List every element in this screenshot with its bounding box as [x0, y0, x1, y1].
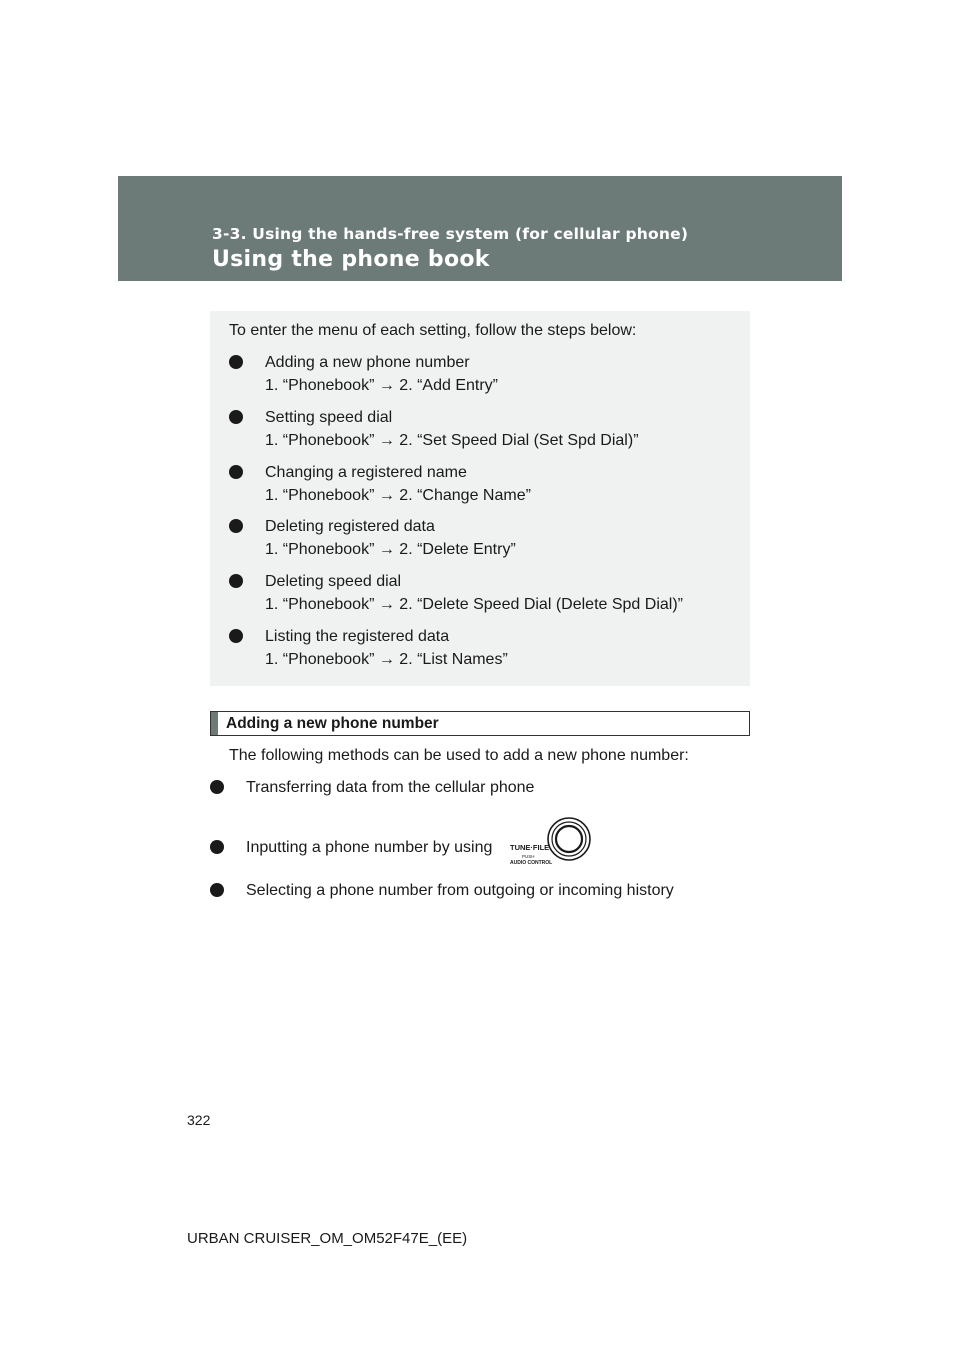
bullet-icon	[229, 410, 243, 424]
section-intro: The following methods can be used to add a new phone number:	[229, 747, 689, 764]
bullet-icon	[229, 574, 243, 588]
method-text: Selecting a phone number from outgoing or incoming history	[246, 882, 674, 899]
step-path: 1. “Phonebook” → 2. “Set Speed Dial (Set Spd Dial)”	[265, 432, 639, 449]
subsection-heading-text: Adding a new phone number	[226, 715, 439, 732]
bullet-icon	[229, 465, 243, 479]
footer-doc-code: URBAN CRUISER_OM_OM52F47E_(EE)	[187, 1230, 468, 1247]
method-text: Inputting a phone number by using	[246, 839, 493, 856]
step-label: Deleting registered data	[265, 518, 435, 535]
bullet-icon	[229, 519, 243, 533]
bullet-icon	[210, 840, 224, 854]
step-label: Setting speed dial	[265, 409, 393, 426]
step-path: 1. “Phonebook” → 2. “Add Entry”	[265, 377, 498, 394]
page-title: Using the phone book	[212, 247, 490, 272]
step-label: Adding a new phone number	[265, 354, 470, 371]
heading-accent-bar	[211, 712, 218, 735]
step-label: Listing the registered data	[265, 628, 450, 645]
step-label: Deleting speed dial	[265, 573, 402, 590]
step-path: 1. “Phonebook” → 2. “Change Name”	[265, 487, 531, 504]
subsection-heading	[210, 711, 750, 736]
bullet-icon	[210, 780, 224, 794]
step-path: 1. “Phonebook” → 2. “List Names”	[265, 651, 508, 668]
step-path: 1. “Phonebook” → 2. “Delete Speed Dial (Delete Spd Dial)”	[265, 596, 683, 613]
step-path: 1. “Phonebook” → 2. “Delete Entry”	[265, 541, 516, 558]
steps-box	[210, 311, 750, 686]
bullet-icon	[210, 883, 224, 897]
step-label: Changing a registered name	[265, 464, 467, 481]
page-number: 322	[187, 1112, 211, 1128]
knob-label-main: TUNE·FILE	[510, 843, 550, 852]
bullet-icon	[229, 629, 243, 643]
method-text: Transferring data from the cellular phone	[246, 779, 535, 796]
knob-label-push: PUSH	[522, 854, 535, 859]
section-label: 3-3. Using the hands-free system (for cellular phone)	[212, 225, 689, 243]
tune-file-knob-icon	[508, 817, 596, 871]
bullet-icon	[229, 355, 243, 369]
knob-label-audio: AUDIO CONTROL	[510, 860, 553, 866]
steps-intro: To enter the menu of each setting, follow the steps below:	[229, 322, 637, 339]
